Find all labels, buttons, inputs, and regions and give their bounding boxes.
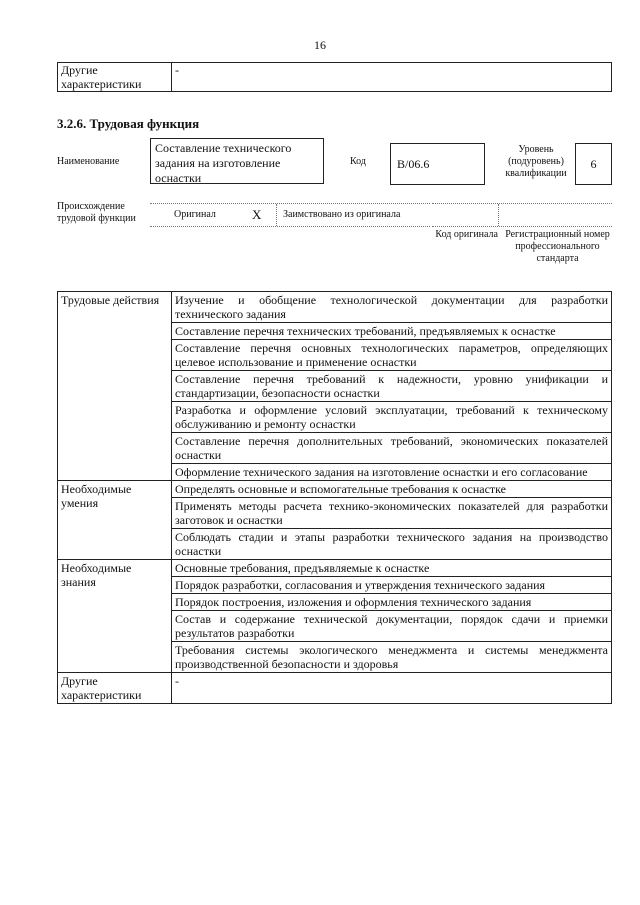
other-characteristics-label: Другие характеристики (58, 63, 172, 92)
required-knowledge-item: Порядок разработки, согласования и утверждения технического задания (172, 577, 612, 594)
labor-actions-item: Составление перечня основных технологических параметров, определяющих целевое использование и применение оснастки (172, 340, 612, 371)
function-name-box: Составление технического задания на изготовление оснастки (150, 138, 324, 184)
labor-actions-item: Составление перечня требований к надежности, уровню унификации и стандартизации, безопасности оснастки (172, 371, 612, 402)
registration-number-label: Регистрационный номер профессионального стандарта (505, 229, 610, 264)
other-characteristics-item: - (172, 673, 612, 704)
table-row (58, 673, 612, 704)
code-original-label: Код оригинала (435, 229, 498, 240)
required-knowledge-item: Состав и содержание технической документации, порядок сдачи и приемки результатов разработки (172, 611, 612, 642)
original-option: Оригинал (174, 209, 216, 220)
labor-actions-item: Составление перечня дополнительных требований, экономических показателей оснастки (172, 433, 612, 464)
section-title: 3.2.6. Трудовая функция (57, 116, 200, 131)
required-knowledge-item: Порядок построения, изложения и оформления технического задания (172, 594, 612, 611)
labor-actions-item: Оформление технического задания на изготовление оснастки и его согласование (172, 464, 612, 481)
labor-function-table (57, 291, 612, 704)
origin-box (150, 203, 430, 227)
required-skills-item: Применять методы расчета технико-экономических показателей для разработки заготовок и оснастки (172, 498, 612, 529)
origin-code-divider (498, 204, 500, 226)
required-knowledge-item: Основные требования, предъявляемые к оснастке (172, 560, 612, 577)
labor-function-table-body (58, 292, 612, 704)
origin-divider (276, 204, 278, 226)
origin-label: Происхождение трудовой функции (57, 201, 136, 224)
labor-actions-item: Составление перечня технических требований, предъявляемых к оснастке (172, 323, 612, 340)
qualification-level-label: Уровень (подуровень) квалификации (505, 144, 567, 179)
original-mark: X (252, 207, 262, 222)
required-skills-item: Соблюдать стадии и этапы разработки технического задания на производство оснастки (172, 529, 612, 560)
required-knowledge-item: Требования системы экологического менеджмента и системы менеджмента производственной безопасности и здоровья (172, 642, 612, 673)
name-label: Наименование (57, 156, 120, 167)
other-characteristics-label: Другие характеристики (58, 673, 172, 704)
labor-actions-item: Разработка и оформление условий эксплуатации, требований к техническому обслуживанию и ремонту оснастки (172, 402, 612, 433)
labor-actions-label: Трудовые действия (58, 292, 172, 481)
labor-actions-item: Изучение и обобщение технологической документации для разработки технического задания (172, 292, 612, 323)
code-value-box: B/06.6 (390, 143, 485, 185)
page-number: 16 (314, 38, 326, 52)
other-characteristics-value: - (172, 63, 612, 92)
required-skills-item: Определять основные и вспомогательные требования к оснастке (172, 481, 612, 498)
qualification-level-box: 6 (575, 143, 612, 185)
other-characteristics-table-top (57, 62, 612, 92)
origin-code-boxes (432, 203, 612, 227)
table-row (58, 560, 612, 577)
required-skills-label: Необходимые умения (58, 481, 172, 560)
table-row (58, 63, 612, 92)
code-label: Код (350, 156, 366, 167)
table-row (58, 292, 612, 323)
table-row (58, 481, 612, 498)
required-knowledge-label: Необходимые знания (58, 560, 172, 673)
borrowed-option: Заимствовано из оригинала (283, 209, 401, 220)
